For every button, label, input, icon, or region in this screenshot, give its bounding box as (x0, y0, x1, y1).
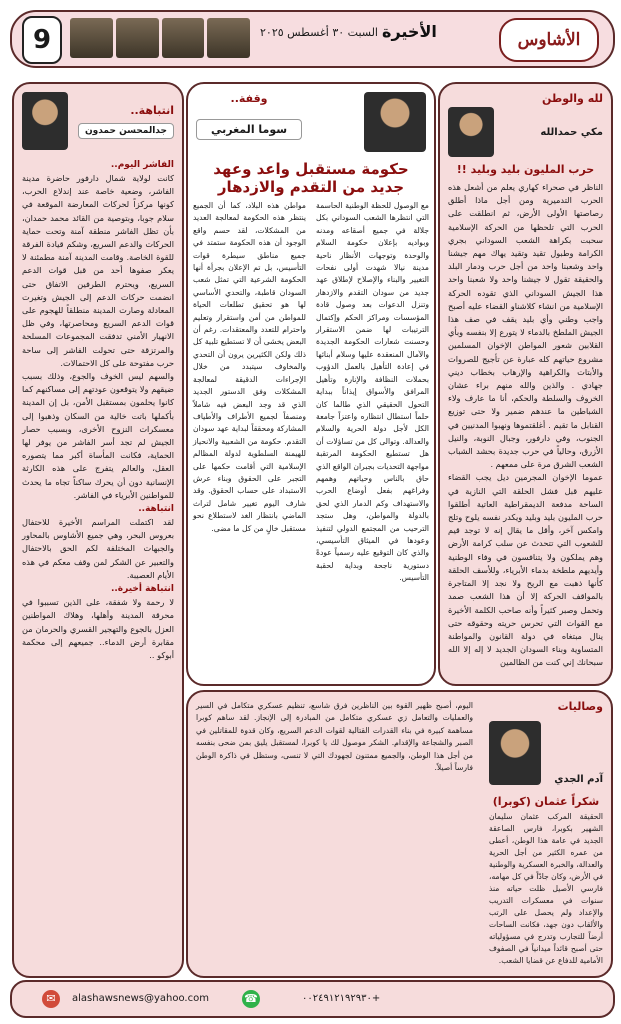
page-footer (10, 980, 615, 1018)
article-title: شكراً عثمان (كوبرا) (492, 795, 600, 808)
header-photo-strip (70, 18, 250, 58)
page-header (10, 10, 615, 68)
contact-email: alashawsnews@yahoo.com (72, 993, 209, 1004)
article-body-section: لقد اكتملت المراسم الأخيرة للاحتفال بعروس البحر، وهي جميع الأشاوس بالمحاور والجبهات المختلفة لكم الحق بالاحتفال والتعبير عن الشكر لمن وقف معكم في هذه الأيام العصيبة. (22, 517, 174, 580)
author-photo (364, 92, 426, 152)
article-title: حرب المليون بليد وبليد !! (456, 163, 595, 176)
column-author: سوما المغربي (196, 119, 302, 140)
article-body-final: لا رحمة ولا شفقة، على الذين تسببوا في محرقة المدينة وأهلها، وهلاك المواطنين العزل بالجوع والتهجير القسري والحرمان من مقابرة أرض الدماء.. جميعهم إلى محكمة أبوكو .. (22, 597, 174, 660)
article-body: مع الوصول للحظة الوطنية الحاسمة التي انتظرها الشعب السوداني بكل جلالة في جميع أصقاعه ومدنه وبواديه بإعلان حكومة السلام والوحدة وتوجهات الأنظار ناحية مدينة نيالا شهدت أولى نفحات التغيير والبناء والإصلاح لإطلاق عهد جديد من سودان التقدم والازدهار وتنزل الدعوات بعد وصول قادة المؤسسات ومراكز الحكم وإكتمال الترتيبات لها ضمن الاستقرار وحسنت شعارات الحكومة الجديدة والآمال المنعقدة عليها وسلام أبنائها في إعادة التأهيل بالعمل الدؤوب بحملات النظافة والإنارة وتأهيل المرافق والأسواق إيذاناً ببداية التحول الحقيقي الذي طالما كان حلماً استطال انتظاره واعتزاً جامعة الكل لأجل دولة الحرية والسلام والعدالة. وتوالى كل من تساؤلات أن هل تستطيع الحكومة المرتقبة مواجهة التحديات بجبران الواقع الذي حاق بالناس وحياتهم وهمهم وفراغهم بفعل أوضاع الحرب والاستهداف وكم الدمار الذي لحق بالدولة والمواطن، وهل ستجد الترحيب من المجتمع الدولي لتنفيذ وعودها في الميثاق التأسيسي، والذي كان التوقيع عليه رسمياً عودةً دستورية ناجحة وبداية لحقبة التأسيس. (316, 201, 429, 583)
author-photo (22, 92, 68, 150)
mail-icon: ✉ (42, 990, 60, 1008)
column-kicker: وقفة.. (230, 92, 268, 105)
article-body-continued: عموما الإخوان المجرمين ديل يجب القضاء عليهم قبل فشل الحلقة التي النازية في الساحة مدفعة الديمقراطية العاتية أطلقوا حرب المليون بليد وبليد ويكدر نفسه يلوح وتلج وامكس آخر، وأقل ما يقال إنه لا توجد قيم للشعوب التي تتحدث عن سلب كرامة الأرض وهم يملكون ولا يتنافسون في وفاء الوطنية وأيديهم ملطخة بدماء الأبرياء، وللأسف الحلقة كأنها ذهبت مع الريح ولا نجد إلا المتاجرة بالمواقف الحركة إلا أن هذا الشعب صمد وتحمل وصبر كثيراً وأنه صاحب الكلمة الأخيرة مع القوات التي تحرس حريته وحقوقه حتى ينال مبتغاه في دولة القانون والمواطنة المتساوية وبناء السودان الجديد لا إله إلا الله سبحانك إني كنت من الظالمين (448, 472, 603, 668)
header-photo (116, 18, 159, 58)
article-subtitle: انتباهة.. (138, 504, 174, 515)
author-photo (448, 107, 494, 157)
column-author: مكي حمدالله (540, 126, 603, 138)
newspaper-page (10, 10, 611, 1014)
header-photo (162, 18, 205, 58)
article-body: الناظر في صحراء كهاري يعلم من أشعل هذه الحرب التدميرية ومن أجل ماذا أطلق رصاصتها الأولى الأرض، ثم انطلقت على الحرب التي تلحظها من الحركة الإسلامية سحبت بكراهة الشعب السوداني بجري الكرامة وطبول تقيد وتقيد يهاك مهم جيشنا واحد وشعبنا واحد من أجل حرب ودمار البلد والحقيقة تقول لا جيشنا واحد ولا شعبنا واحد هذا الجيش السوداني الذي تقوده الحركة الإسلامية من انشاء كلاشناو القضاء عليه أصبح واجب وطني وأي بليد يقف في صف هذا الجيش الملطخ بالدماء لا يتورع إلا بنفسه وبأي القلابين شعور المواطن الإخوان المسلمين مشروع حياتهم كله عبارة عن تأجيج للصروات والأبتات والكراهية والإرهاب بخطاب ديني جهادي . والذين والله منهم براء عشان الخروف والسلطة والحكم، أنا ما عارف ولاء الشباطين ما عندهم ضمير ولا حتى توزيع القنابل ما تقيم . أغلقتموها ونهبوا المدنيين في الجنوب، وفي دارفور، وجبال النوبة، والنيل الأزرق، وحالياً في حرب جديدة بحشد الشباب الشعب الشرق مرة على ممعهم . (448, 182, 603, 470)
column-kicker: لله والوطن (541, 92, 603, 105)
right-column (438, 82, 613, 686)
column-kicker: انتباهة.. (130, 103, 174, 117)
contact-phone: ٠٠٢٤٩١٢١٩٢٩٣٠+ (302, 993, 381, 1004)
header-photo (207, 18, 250, 58)
issue-date: السبت ٣٠ أغسطس ٢٠٢٥ (260, 26, 378, 39)
author-photo (489, 721, 541, 785)
middle-column (186, 82, 436, 686)
left-column (12, 82, 184, 978)
page-number: 9 (22, 16, 62, 64)
section-title: الأخيرة (382, 22, 437, 41)
column-author: آدم الجدي (554, 774, 603, 785)
article-subtitle: انتباهة أخيرة.. (110, 584, 174, 595)
article-body: كانت لولاية شمال دارفور حاضرة مدينة الفاشر، وضعية خاصة عند إندلاع الحرب، كونها مركزاً لحركات المعارضة الموقعة في سلام جوبا، وبتوصية من القائد محمد حمدان، بأن تظل الفاشر منطقة آمنة وتحت حماية الحركات والدعم السريع، وشكم قيادة الفرقة للقوة الخاصة. وقامت المدينة آمنة مطمئنة لا يعكر صفوها أحد من قبل قوات الدعم السريع، ويحترم الطرفين الاتفاق حتى انضمت حركات الدعم إلى الجيش وتغيرت المعادلة وصارت المدينة منطلقاً للهجوم على قوات الدعم السريع ومحاصرتها، وفي ظل الانهيار الأمني تدفقت المجموعات المسلحة والمرتزقة حتى تحولت الفاشر إلى ساحة حرب مفتوحة على كل الاحتمالات. (22, 173, 174, 368)
column-author: جدالمحسن حمدون (78, 123, 174, 139)
whatsapp-icon: ☎ (242, 990, 260, 1008)
article-body: الحقيقة المركب عثمان سليمان الشهير بكوبرا، فارس الصاعقة الجديد في عامة هذا الوطن، أعطى من عمره الكثير من أجل الحرية والعدالة، والخبرة العسكرية والوطنية في الأرض، وكان جادّاً في كل مهامه، فارسي الأصيل ظلت حياته منذ سنوات في معسكرات التدريب والإعداد ولم يحصل على الرتب والألقاب دون جهد، فكانت الساحات أرضاً للتجارب وتدرج في مسؤولياته حتى أصبح قائداً ميدانياً في الصفوف الأمامية للدفاع عن قضايا الشعب. (489, 812, 603, 965)
newspaper-logo: الأشاوس (499, 18, 599, 62)
article-subtitle: الفاشر اليوم.. (110, 160, 174, 170)
article-body-continued: اليوم، أصبح ظهير القوة بين الناظرين فرق شاسع، تنظيم عسكري متكامل في السير والعمليات والتعامل زي عسكري متكامل من المبادرة إلى الإنجاز. لقد ساهم كوبرا مساهمة كبيرة في بناء القدرات القتالية لقوات الدعم السريع، وكان قدوة للمقاتلين في الصبر والشجاعة والإقدام. الشكر موصول لك يا كوبرا، لمستقبل يليق بمن ضحى بنفسه من أجل هذا الوطن، والجميع ممتنون لجهودك التي لا تنسى، وستظل في ذاكرة الوطن فارساً أصيلاً. (196, 701, 473, 773)
bottom-column (186, 690, 613, 978)
header-photo (70, 18, 113, 58)
article-body-continued: مواطن هذه البلاد، كما أن الجميع ينتظر هذه الحكومة لمعالجة العديد من المشكلات، لقد حسم واقع الوجود أن هذه الحكومة ستمتد في جميع مناطق سيطرة قوات التأسيس، بل تم الإعلان بجرأة أنها الحكومة الشرعية التي تمثل شعب السودان قاطبة، والتحدي الأساسي لها هو تحقيق تطلعات الحياة للمواطن من أمن واستقرار وتعليم واحترام للتعدد والمعتقدات. رغم أن البعض يخشى أن لا تستطيع تلبية كل ذلك ولكن الكثيرين يرون أن التحدي والمخاوف سيتبدد من خلال الإجراءات الدقيقة لمعالجة المشكلات وفق الدستور الجديد الذي قد وجد البعض فيه شاملاً ومنصفاً لجميع الأطراف والأطياف المشاركة ومحققاً لبداية عهد سودان التقدم. حكومة من الشعبية والانحياز للهيمنة السلطوية لدولة المظالم الإسلامية التي أقامت حكمها على التجبر على الحقوق وبناء عرش الاستبداد على حساب الحقوق. وقد شارف اليوم تغيير شامل لتراث الماضي بانتظار الغد لاستطلاع نحو مستقبل خالٍ من كل ما مضى. (193, 201, 306, 533)
column-kicker: وصاليات (557, 700, 603, 713)
article-body-continued: والسهم ليس الخوف والجوع، وذلك بسبب ضيقهم ولا يتوقعون عودتهم إلى مساكنهم كما كانوا يحلمون بمستقبل الأمن، بل إن المدينة بأكملها باتت خالية من السكان وذهبوا إلى معسكرات النزوح الأخرى، وبسبب حصار الجيش لم تجد أسر الفاشر من يوفر لها الحماية، فكانت المأساة أكبر مما يتصوره العقل، والعالم يتفرج على هذه الكارثة الإنسانية دون أن يحرك ساكناً تجاه ما يحدث للمواطنين الأبرياء في الفاشر. (22, 371, 174, 500)
article-headline: حكومة مستقبل واعد وعهد جديد من التقدم والازدهار (213, 160, 409, 196)
